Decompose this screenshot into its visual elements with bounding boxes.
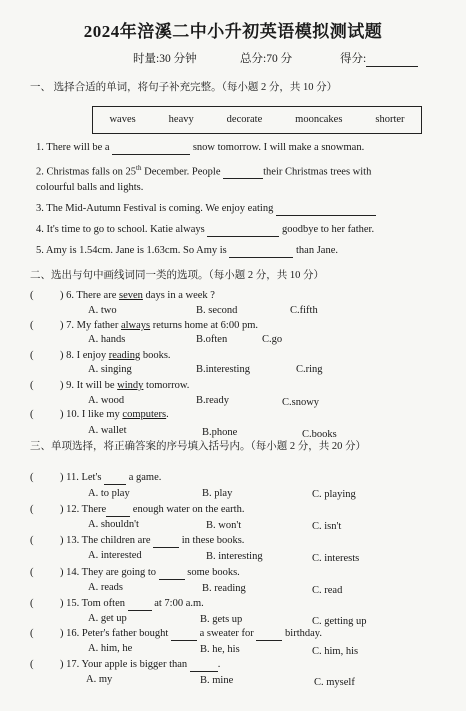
word-bank-item: mooncakes <box>295 113 343 125</box>
option-b[interactable]: B.interesting <box>196 364 250 375</box>
word-bank-item: decorate <box>226 113 263 125</box>
answer-blank[interactable] <box>276 204 376 216</box>
option-b[interactable]: B. mine <box>200 675 234 686</box>
option-c[interactable]: C. playing <box>312 489 356 500</box>
question-17: ) 17. Your apple is bigger than . <box>60 659 221 670</box>
option-b[interactable]: B.ready <box>196 395 229 406</box>
question-2: 2. Christmas falls on 25th December. People their Christmas trees with <box>36 164 372 178</box>
exam-time: 时量:30 分钟 <box>133 53 197 65</box>
option-a[interactable]: A. interested <box>88 550 142 561</box>
answer-paren[interactable]: ( <box>30 290 34 301</box>
answer-blank[interactable] <box>128 599 152 611</box>
answer-blank[interactable] <box>153 536 179 548</box>
question-10: ) 10. I like my computers. <box>60 409 169 420</box>
option-b[interactable]: B. second <box>196 305 238 316</box>
option-c[interactable]: C. isn't <box>312 521 342 532</box>
option-b[interactable]: B.phone <box>202 427 238 438</box>
option-c[interactable]: C. read <box>312 585 343 596</box>
question-1: 1. There will be a snow tomorrow. I will make a snowman. <box>36 142 365 153</box>
question-7: ) 7. My father always returns home at 6:00 pm. <box>60 320 259 331</box>
option-c[interactable]: C.books <box>302 429 337 440</box>
answer-paren[interactable]: ( <box>30 350 34 361</box>
word-bank-item: heavy <box>168 113 194 125</box>
answer-blank[interactable] <box>229 246 293 258</box>
word-bank-item: shorter <box>375 113 405 125</box>
option-b[interactable]: B. interesting <box>206 551 263 562</box>
answer-paren[interactable]: ( <box>30 320 34 331</box>
option-b[interactable]: B. won't <box>206 520 242 531</box>
question-13: ) 13. The children are in these books. <box>60 535 245 546</box>
score-label: 得分: <box>340 53 367 65</box>
option-a[interactable]: A. hands <box>88 334 126 345</box>
option-c[interactable]: C. interests <box>312 553 360 564</box>
answer-paren[interactable]: ( <box>30 409 34 420</box>
option-c[interactable]: C. myself <box>314 677 355 688</box>
option-c[interactable]: C.snowy <box>282 397 320 408</box>
section2-heading: 二、选出与句中画线词同一类的选项。（每小题 2 分，共 10 分） <box>30 270 324 281</box>
question-11: ) 11. Let's a game. <box>60 472 162 483</box>
answer-blank[interactable] <box>256 629 282 641</box>
answer-paren[interactable]: ( <box>30 567 34 578</box>
question-2-continued: colourful balls and lights. <box>36 182 144 193</box>
option-b[interactable]: B. he, his <box>200 644 240 655</box>
answer-paren[interactable]: ( <box>30 535 34 546</box>
option-a[interactable]: A. my <box>86 674 113 685</box>
word-bank-item: waves <box>109 113 136 125</box>
option-a[interactable]: A. him, he <box>88 643 133 654</box>
answer-blank[interactable] <box>190 660 218 672</box>
question-6: ) 6. There are seven days in a week ? <box>60 290 215 301</box>
option-a[interactable]: A. wood <box>88 395 125 406</box>
option-b[interactable]: B.often <box>196 334 228 345</box>
question-4: 4. It's time to go to school. Katie always goodbye to her father. <box>36 224 375 235</box>
score-blank[interactable] <box>366 55 418 67</box>
answer-blank[interactable] <box>112 143 190 155</box>
option-b[interactable]: B. gets up <box>200 614 243 625</box>
exam-title: 2024年涪溪二中小升初英语模拟测试题 <box>83 22 383 41</box>
section1-heading: 一、 选择合适的单词，将句子补充完整。（每小题 2 分，共 10 分） <box>30 82 338 93</box>
option-a[interactable]: A. singing <box>88 364 132 375</box>
option-c[interactable]: C.fifth <box>290 305 318 316</box>
option-c[interactable]: C. him, his <box>312 646 359 657</box>
answer-paren[interactable]: ( <box>30 504 34 515</box>
option-a[interactable]: A. wallet <box>88 425 127 436</box>
answer-blank[interactable] <box>159 568 185 580</box>
question-9: ) 9. It will be windy tomorrow. <box>60 380 190 391</box>
option-a[interactable]: A. two <box>88 305 117 316</box>
answer-blank[interactable] <box>223 167 263 179</box>
answer-paren[interactable]: ( <box>30 598 34 609</box>
answer-blank[interactable] <box>106 505 130 517</box>
option-a[interactable]: A. to play <box>88 488 130 499</box>
option-c[interactable]: C. getting up <box>312 616 367 627</box>
question-14: ) 14. They are going to some books. <box>60 567 240 578</box>
question-12: ) 12. There enough water on the earth. <box>60 504 245 515</box>
question-8: ) 8. I enjoy reading books. <box>60 350 171 361</box>
answer-paren[interactable]: ( <box>30 472 34 483</box>
answer-blank[interactable] <box>104 473 126 485</box>
question-15: ) 15. Tom often at 7:00 a.m. <box>60 598 204 609</box>
option-a[interactable]: A. get up <box>88 613 127 624</box>
question-16: ) 16. Peter's father bought a sweater for birthday. <box>60 628 322 639</box>
answer-blank[interactable] <box>171 629 197 641</box>
answer-paren[interactable]: ( <box>30 628 34 639</box>
exam-score <box>340 53 418 67</box>
section3-heading: 三、单项选择，将正确答案的序号填入括号内。（每小题 2 分，共 20 分） <box>30 441 366 452</box>
option-b[interactable]: B. play <box>202 488 233 499</box>
word-bank <box>92 106 422 134</box>
option-a[interactable]: A. reads <box>88 582 123 593</box>
option-b[interactable]: B. reading <box>202 583 246 594</box>
exam-total: 总分:70 分 <box>240 53 293 65</box>
question-3: 3. The Mid-Autumn Festival is coming. We enjoy eating <box>36 203 376 216</box>
question-5: 5. Amy is 1.54cm. Jane is 1.63cm. So Amy is than Jane. <box>36 245 339 256</box>
answer-paren[interactable]: ( <box>30 659 34 670</box>
answer-blank[interactable] <box>207 225 279 237</box>
option-c[interactable]: C.go <box>262 334 283 345</box>
answer-paren[interactable]: ( <box>30 380 34 391</box>
option-c[interactable]: C.ring <box>296 364 323 375</box>
option-a[interactable]: A. shouldn't <box>88 519 139 530</box>
